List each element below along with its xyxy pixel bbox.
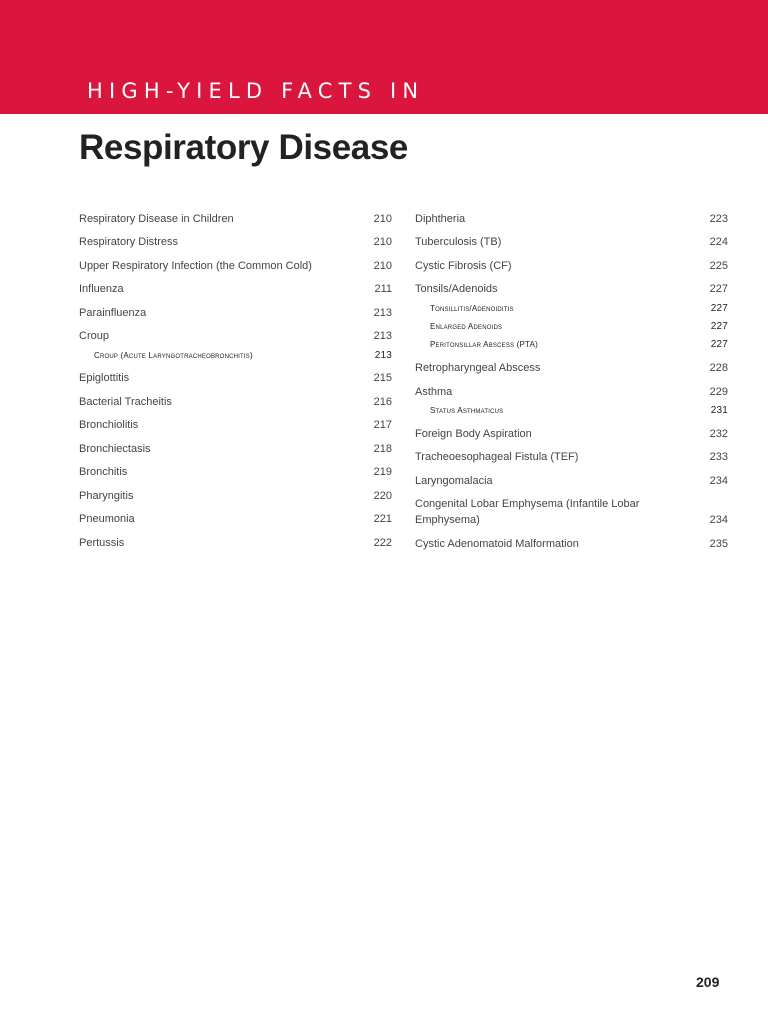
toc-entry-label: Cystic Adenomatoid Malformation bbox=[415, 538, 579, 550]
toc-entry-label: Bacterial Tracheitis bbox=[79, 396, 172, 408]
toc-entry-page: 222 bbox=[373, 537, 392, 549]
toc-entry-label: Pneumonia bbox=[79, 513, 135, 525]
toc-entry-label: Tuberculosis (TB) bbox=[415, 236, 502, 248]
toc-entry-label: Foreign Body Aspiration bbox=[415, 428, 532, 440]
toc-subentry-page: 227 bbox=[710, 321, 728, 332]
toc-entry-label: Influenza bbox=[79, 283, 124, 295]
toc-entry-page: 211 bbox=[374, 283, 392, 295]
toc-entry-page: 223 bbox=[709, 213, 728, 225]
toc-entry-page: 235 bbox=[709, 538, 728, 550]
toc-entry-label: Upper Respiratory Infection (the Common Cold) bbox=[79, 260, 312, 272]
toc-subentry-page: 227 bbox=[710, 303, 728, 314]
toc-entry-label: Laryngomalacia bbox=[415, 475, 493, 487]
toc-subentry-page: 231 bbox=[710, 405, 728, 416]
toc-entry-page: 234 bbox=[709, 475, 728, 487]
toc-entry-page: 224 bbox=[709, 236, 728, 248]
toc-entry-label: Parainfluenza bbox=[79, 307, 147, 319]
toc-entry-label: Croup bbox=[79, 330, 109, 342]
toc-entry-page: 229 bbox=[709, 386, 728, 398]
toc-entry-label: Respiratory Disease in Children bbox=[79, 213, 234, 225]
toc-entry-page: 210 bbox=[373, 236, 392, 248]
toc-entry-label: Bronchiectasis bbox=[79, 443, 151, 455]
chapter-title: Respiratory Disease bbox=[79, 128, 408, 167]
toc-entry-page: 233 bbox=[709, 451, 728, 463]
toc-entry-page: 218 bbox=[373, 443, 392, 455]
toc-entry-label: Tonsils/Adenoids bbox=[415, 283, 498, 295]
toc-entry-page: 234 bbox=[709, 514, 728, 526]
toc-subentry-label: Status Asthmaticus bbox=[430, 406, 504, 415]
toc-entry-page: 227 bbox=[709, 283, 728, 295]
toc-entry-page: 213 bbox=[373, 330, 392, 342]
toc-subentry-label: Tonsillitis/Adenoiditis bbox=[430, 304, 514, 313]
toc-entry-page: 216 bbox=[373, 396, 392, 408]
toc-entry-label: Asthma bbox=[415, 386, 453, 398]
toc-entry-page: 210 bbox=[373, 213, 392, 225]
toc-entry-page: 225 bbox=[709, 260, 728, 272]
toc-subentry-label: Enlarged Adenoids bbox=[430, 322, 503, 331]
section-kicker: HIGH-YIELD FACTS IN bbox=[87, 79, 425, 103]
toc-entry-label: Diphtheria bbox=[415, 213, 466, 225]
toc-entry-label: Congenital Lobar Emphysema (Infantile Lobar Emphysema) bbox=[415, 498, 640, 526]
toc-subentry-page: 227 bbox=[710, 339, 728, 350]
toc-entry-label: Cystic Fibrosis (CF) bbox=[415, 260, 512, 272]
toc-entry-label: Retropharyngeal Abscess bbox=[415, 362, 541, 374]
toc-entry-page: 213 bbox=[373, 307, 392, 319]
toc-entry-page: 220 bbox=[373, 490, 392, 502]
toc-entry-page: 219 bbox=[373, 466, 392, 478]
toc-subentry-page: 213 bbox=[374, 350, 392, 361]
page-number: 209 bbox=[696, 974, 720, 990]
toc-entry-label: Respiratory Distress bbox=[79, 236, 179, 248]
toc-subentry-label: Peritonsillar Abscess (PTA) bbox=[430, 340, 538, 349]
toc-entry-label: Bronchitis bbox=[79, 466, 128, 478]
toc-entry-label: Pharyngitis bbox=[79, 490, 134, 502]
toc-entry-page: 228 bbox=[709, 362, 728, 374]
toc-entry-label: Bronchiolitis bbox=[79, 419, 139, 431]
toc-entry-page: 217 bbox=[373, 419, 392, 431]
toc-entry-page: 232 bbox=[709, 428, 728, 440]
toc-entry-page: 210 bbox=[373, 260, 392, 272]
toc-entry-page: 215 bbox=[373, 372, 392, 384]
toc-entry-page: 221 bbox=[373, 513, 392, 525]
toc-entry-label: Tracheoesophageal Fistula (TEF) bbox=[415, 451, 579, 463]
toc-subentry-label: Croup (Acute Laryngotracheobronchitis) bbox=[94, 351, 253, 360]
toc-entry-label: Epiglottitis bbox=[79, 372, 130, 384]
toc-entry-label: Pertussis bbox=[79, 537, 125, 549]
